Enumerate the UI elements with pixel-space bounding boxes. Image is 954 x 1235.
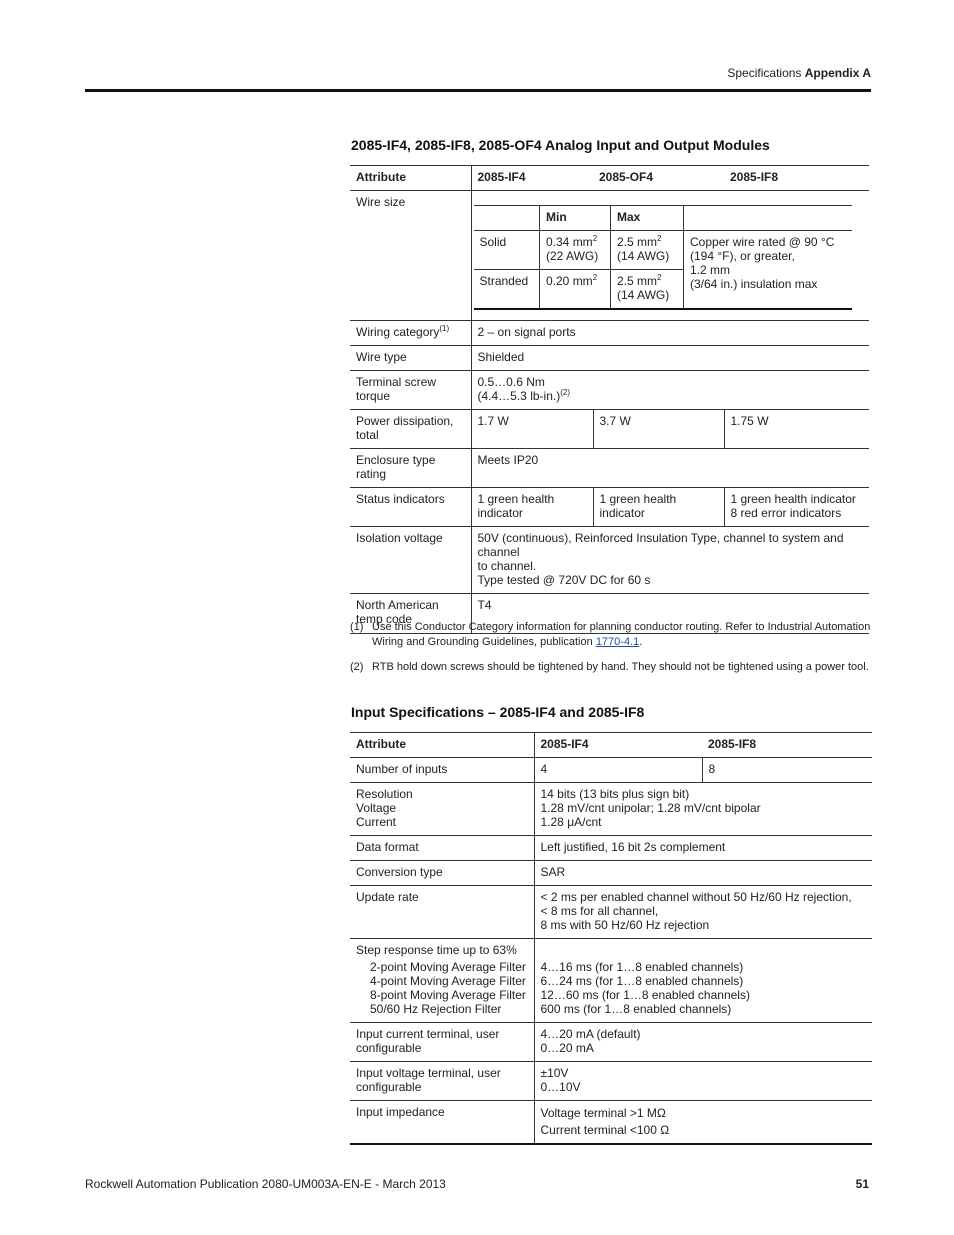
table-header-row (350, 166, 869, 191)
num-inputs-if8: 8 (702, 758, 872, 783)
table-row (350, 410, 869, 449)
enclosure-value: Meets IP20 (471, 449, 869, 488)
enclosure-label: Enclosure type rating (350, 449, 471, 488)
conversion-label: Conversion type (350, 861, 534, 886)
table-row (350, 886, 872, 939)
publication-link[interactable]: 1770-4.1 (595, 636, 640, 648)
power-if8: 1.75 W (724, 410, 869, 449)
table-row (350, 346, 869, 371)
wire-size-label: Wire size (350, 191, 471, 321)
power-if4: 1.7 W (471, 410, 593, 449)
wiring-category-label: Wiring category$^{(1)}$ (350, 321, 471, 346)
footnote-2-text: RTB hold down screws should be tightened by hand. They should not be tightened using a power tool. (372, 661, 869, 673)
input-voltage-label: Input voltage terminal, user configurable (350, 1062, 534, 1101)
header-section: Specifications (727, 66, 802, 80)
step-response-label: Step response time up to 63% 2-point Moving Average Filter 4-point Moving Average Filter 8-point Moving Average Filter 50/60 Hz Rejection Filter (350, 939, 534, 1023)
analog-modules-table (350, 165, 869, 634)
step-response-value: 4…16 ms (for 1…8 enabled channels) 6…24 ms (for 1…8 enabled channels) 12…60 ms (for 1…8 enabled channels) 600 ms (for 1…8 enabled channels) (534, 939, 872, 1023)
status-if4: 1 green health indicator (471, 488, 593, 527)
data-format-label: Data format (350, 836, 534, 861)
wire-size-cell (471, 191, 869, 321)
table-row (350, 1062, 872, 1101)
col-attribute: Attribute (350, 166, 471, 191)
update-rate-label: Update rate (350, 886, 534, 939)
wiring-category-value: 2 – on signal ports (471, 321, 869, 346)
data-format-value: Left justified, 16 bit 2s complement (534, 836, 872, 861)
table-row (350, 321, 869, 346)
table-row (350, 371, 869, 410)
status-if8: 1 green health indicator 8 red error indicators (724, 488, 869, 527)
col-2085-if4: 2085-IF4 (534, 733, 702, 758)
num-inputs-if4: 4 (534, 758, 702, 783)
page-number: 51 (855, 1177, 869, 1191)
footnote-2 (350, 660, 872, 675)
table-row (350, 939, 872, 1023)
table-row (350, 836, 872, 861)
wire-size-table (474, 205, 852, 310)
table-row (350, 1101, 872, 1145)
impedance-value: Voltage terminal >1 MΩ Current terminal <100 Ω (534, 1101, 872, 1145)
power-label: Power dissipation, total (350, 410, 471, 449)
table2-caption: Input Specifications – 2085-IF4 and 2085-IF8 (351, 704, 645, 720)
conversion-value: SAR (534, 861, 872, 886)
solid-label: Solid (474, 231, 540, 270)
wire-type-label: Wire type (350, 346, 471, 371)
col-2085-of4: 2085-OF4 (593, 166, 724, 191)
footnote-2-number: (2) (350, 661, 364, 673)
wire-col-min: Min (540, 206, 611, 231)
footnote-1: (1) Use this Conductor Category information for planning conductor routing. Refer to Industrial Automation Wiring and Grounding Guidelines, publication 1770-4.1. (350, 621, 871, 648)
update-rate-value: < 2 ms per enabled channel without 50 Hz/60 Hz rejection, < 8 ms for all channel, 8 ms with 50 Hz/60 Hz rejection (534, 886, 872, 939)
footer-publication: Rockwell Automation Publication 2080-UM003A-EN-E - March 2013 (85, 1177, 446, 1191)
stranded-label: Stranded (474, 270, 540, 310)
table-row (350, 758, 872, 783)
table-header-row (350, 733, 872, 758)
isolation-label: Isolation voltage (350, 527, 471, 594)
impedance-label: Input impedance (350, 1101, 534, 1145)
input-specs-table (350, 732, 872, 1145)
wire-note: Copper wire rated @ 90 °C (194 °F), or greater, 1.2 mm (3/64 in.) insulation max (684, 231, 852, 310)
input-voltage-value: ±10V 0…10V (534, 1062, 872, 1101)
table-row (350, 449, 869, 488)
footnote-1-number: (1) (350, 621, 364, 633)
temp-code-label: North American temp code (350, 594, 471, 634)
resolution-label: Resolution Voltage Current (350, 783, 534, 836)
power-of4: 3.7 W (593, 410, 724, 449)
resolution-value: 14 bits (13 bits plus sign bit) 1.28 mV/cnt unipolar; 1.28 mV/cnt bipolar 1.28 μA/cnt (534, 783, 872, 836)
wire-col-max: Max (611, 206, 684, 231)
table-row (350, 783, 872, 836)
col-2085-if8: 2085-IF8 (724, 166, 869, 191)
col-2085-if8: 2085-IF8 (702, 733, 872, 758)
status-label: Status indicators (350, 488, 471, 527)
table-row (350, 527, 869, 594)
header-rule (85, 89, 871, 92)
table-row (350, 861, 872, 886)
col-2085-if4: 2085-IF4 (471, 166, 593, 191)
wire-col-note (684, 206, 852, 231)
stranded-min: 0.20 $mm^2$ (540, 270, 611, 310)
col-attribute: Attribute (350, 733, 534, 758)
table1-caption: 2085-IF4, 2085-IF8, 2085-OF4 Analog Input and Output Modules (351, 137, 770, 153)
input-current-value: 4…20 mA (default) 0…20 mA (534, 1023, 872, 1062)
table-row (350, 488, 869, 527)
table-row (350, 191, 869, 321)
torque-label: Terminal screw torque (350, 371, 471, 410)
footnote-1-text: Use this Conductor Category information for planning conductor routing. Refer to Industrial Automation Wiring and Grounding Guidelines, publication (372, 621, 871, 648)
wire-type-value: Shielded (471, 346, 869, 371)
solid-max: 2.5 $mm^2$ (14 AWG) (611, 231, 684, 270)
num-inputs-label: Number of inputs (350, 758, 534, 783)
table-row (350, 1023, 872, 1062)
wire-col-blank (474, 206, 540, 231)
status-of4: 1 green health indicator (593, 488, 724, 527)
stranded-max: 2.5 $mm^2$ (14 AWG) (611, 270, 684, 310)
solid-min: 0.34 $mm^2$ (22 AWG) (540, 231, 611, 270)
input-current-label: Input current terminal, user configurable (350, 1023, 534, 1062)
running-header (727, 66, 871, 80)
torque-value: 0.5…0.6 Nm (4.4…5.3 lb-in.)$^{(2)}$ (471, 371, 869, 410)
isolation-value: 50V (continuous), Reinforced Insulation Type, channel to system and channel to channel. Type tested @ 720V DC for 60 s (471, 527, 869, 594)
header-appendix: Appendix A (804, 66, 871, 80)
temp-code-value: T4 (471, 594, 869, 634)
